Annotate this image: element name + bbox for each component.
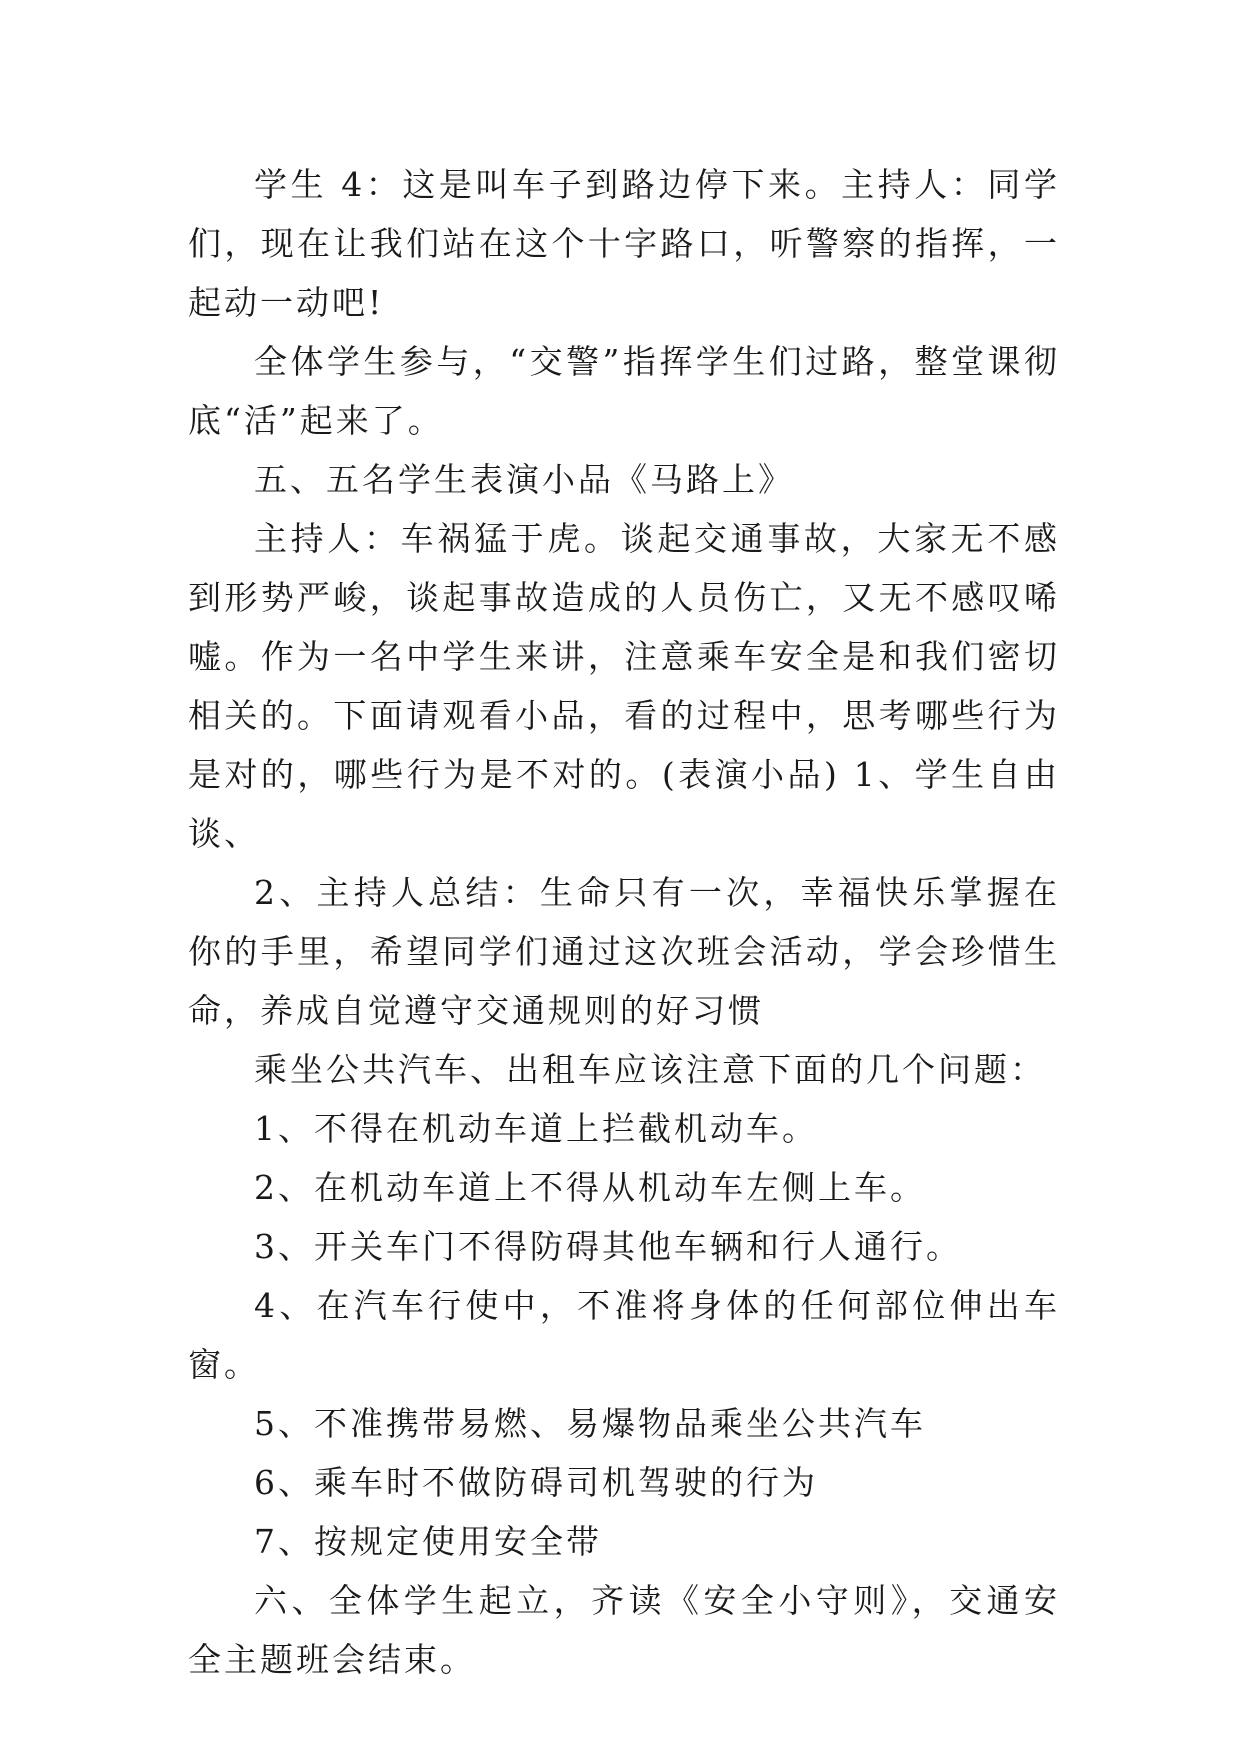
rule-item-2: 2、在机动车道上不得从机动车左侧上车。 [254, 1168, 926, 1207]
section-heading-six: 六、全体学生起立，齐读《安全小守则》，交通安全主题班会结束。 [188, 1581, 1060, 1679]
paragraph-host-summary: 2、主持人总结：生命只有一次，幸福快乐掌握在你的手里，希望同学们通过这次班会活动，学会珍惜生命，养成自觉遵守交通规则的好习惯 [188, 873, 1060, 1030]
document-body [188, 155, 1060, 1689]
rule-item-6: 6、乘车时不做防碍司机驾驶的行为 [254, 1463, 818, 1502]
rule-item-3: 3、开关车门不得防碍其他车辆和行人通行。 [254, 1227, 962, 1266]
rule-item-5: 5、不准携带易燃、易爆物品乘坐公共汽车 [254, 1404, 926, 1443]
paragraph-student-4: 学生 4：这是叫车子到路边停下来。主持人：同学们，现在让我们站在这个十字路口，听警察的指挥，一起动一动吧! [188, 165, 1060, 322]
paragraph-all-students: 全体学生参与，“交警”指挥学生们过路，整堂课彻底“活”起来了。 [188, 342, 1060, 440]
paragraph-host-speech: 主持人：车祸猛于虎。谈起交通事故，大家无不感到形势严峻，谈起事故造成的人员伤亡，又无不感叹唏嘘。作为一名中学生来讲，注意乘车安全是和我们密切相关的。下面请观看小品，看的过程中，思考哪些行为是对的，哪些行为是不对的。(表演小品) 1、学生自由谈、 [188, 519, 1060, 853]
rule-item-7: 7、按规定使用安全带 [254, 1522, 602, 1561]
rule-item-1: 1、不得在机动车道上拦截机动车。 [254, 1109, 818, 1148]
section-heading-five: 五、五名学生表演小品《马路上》 [254, 460, 794, 499]
paragraph-bus-rules-intro: 乘坐公共汽车、出租车应该注意下面的几个问题： [254, 1050, 1046, 1089]
rule-item-4: 4、在汽车行使中，不准将身体的任何部位伸出车窗。 [188, 1286, 1060, 1384]
